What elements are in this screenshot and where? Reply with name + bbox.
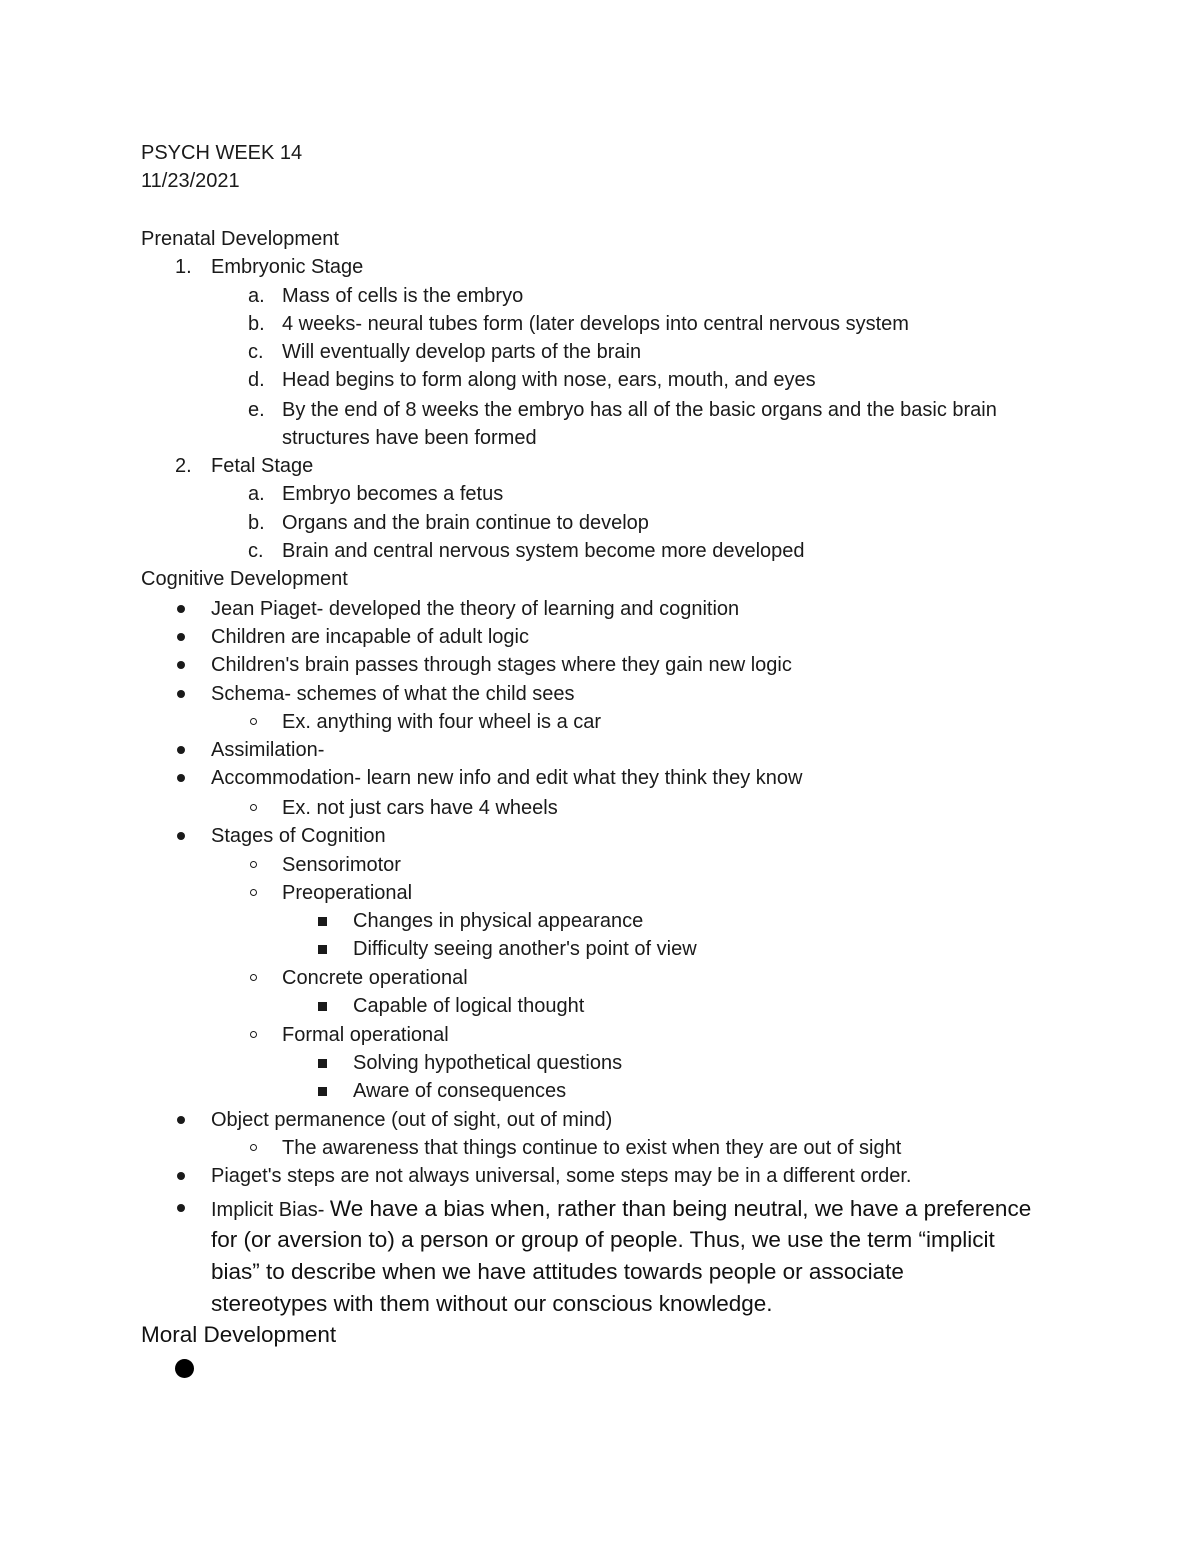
list-item: Changes in physical appearance xyxy=(353,910,644,932)
moral-heading: Moral Development xyxy=(141,1322,337,1347)
list-item: Preoperational xyxy=(282,882,413,904)
list-marker: d. xyxy=(248,369,265,391)
bullet-icon xyxy=(177,690,185,698)
list-item: By the end of 8 weeks the embryo has all of the basic organs and the basic brain xyxy=(282,399,997,421)
circle-bullet-icon xyxy=(250,889,257,896)
list-marker: a. xyxy=(248,285,265,307)
square-bullet-icon xyxy=(318,917,327,926)
square-bullet-icon xyxy=(318,1002,327,1011)
list-item: Embryo becomes a fetus xyxy=(282,483,504,505)
square-bullet-icon xyxy=(318,1059,327,1068)
list-item: Head begins to form along with nose, ears, mouth, and eyes xyxy=(282,369,816,391)
list-item: Mass of cells is the embryo xyxy=(282,285,524,307)
list-item: The awareness that things continue to exist when they are out of sight xyxy=(282,1137,902,1159)
prenatal-heading: Prenatal Development xyxy=(141,228,339,250)
implicit-bias-text: We have a bias when, rather than being neutral, we have a preference xyxy=(329,1196,1032,1221)
list-item: Organs and the brain continue to develop xyxy=(282,512,649,534)
list-item: Ex. anything with four wheel is a car xyxy=(282,711,602,733)
bullet-icon xyxy=(175,1359,194,1378)
circle-bullet-icon xyxy=(250,974,257,981)
list-marker: 1. xyxy=(175,256,192,278)
circle-bullet-icon xyxy=(250,1031,257,1038)
list-marker: b. xyxy=(248,313,265,335)
list-marker: 2. xyxy=(175,455,192,477)
list-item: Brain and central nervous system become more developed xyxy=(282,540,805,562)
list-item: 4 weeks- neural tubes form (later develops into central nervous system xyxy=(282,313,909,335)
implicit-bias-text: for (or aversion to) a person or group of people. Thus, we use the term “implicit xyxy=(211,1227,995,1252)
bullet-icon xyxy=(177,774,185,782)
implicit-bias-label: Implicit Bias- xyxy=(211,1199,325,1221)
list-marker: c. xyxy=(248,341,264,363)
list-item: Assimilation- xyxy=(211,739,325,761)
list-marker: e. xyxy=(248,399,265,421)
bullet-icon xyxy=(177,1116,185,1124)
bullet-icon xyxy=(177,832,185,840)
circle-bullet-icon xyxy=(250,804,257,811)
list-marker: b. xyxy=(248,512,265,534)
list-item: Concrete operational xyxy=(282,967,468,989)
list-item: Object permanence (out of sight, out of mind) xyxy=(211,1109,613,1131)
cognitive-heading: Cognitive Development xyxy=(141,568,348,590)
bullet-icon xyxy=(177,1172,185,1180)
list-item: Difficulty seeing another's point of view xyxy=(353,938,697,960)
bullet-icon xyxy=(177,661,185,669)
list-item: Schema- schemes of what the child sees xyxy=(211,683,575,705)
list-item: Piaget's steps are not always universal, some steps may be in a different order. xyxy=(211,1165,912,1187)
circle-bullet-icon xyxy=(250,1144,257,1151)
circle-bullet-icon xyxy=(250,718,257,725)
list-item: Formal operational xyxy=(282,1024,449,1046)
square-bullet-icon xyxy=(318,1087,327,1096)
bullet-icon xyxy=(177,633,185,641)
list-item: Fetal Stage xyxy=(211,455,314,477)
list-marker: a. xyxy=(248,483,265,505)
implicit-bias-item xyxy=(211,1193,1031,1224)
bullet-icon xyxy=(177,746,185,754)
list-item: Embryonic Stage xyxy=(211,256,364,278)
doc-title: PSYCH WEEK 14 xyxy=(141,142,303,164)
implicit-bias-text: bias” to describe when we have attitudes towards people or associate xyxy=(211,1259,904,1284)
bullet-icon xyxy=(177,1204,185,1212)
list-item: Will eventually develop parts of the brain xyxy=(282,341,642,363)
square-bullet-icon xyxy=(318,945,327,954)
circle-bullet-icon xyxy=(250,861,257,868)
list-marker: c. xyxy=(248,540,264,562)
list-item: Jean Piaget- developed the theory of learning and cognition xyxy=(211,598,740,620)
list-item-continuation: structures have been formed xyxy=(282,427,537,449)
implicit-bias-text: stereotypes with them without our conscious knowledge. xyxy=(211,1291,773,1316)
list-item: Sensorimotor xyxy=(282,854,401,876)
list-item: Stages of Cognition xyxy=(211,825,386,847)
list-item: Capable of logical thought xyxy=(353,995,585,1017)
list-item: Accommodation- learn new info and edit what they think they know xyxy=(211,767,803,789)
bullet-icon xyxy=(177,605,185,613)
list-item: Aware of consequences xyxy=(353,1080,567,1102)
list-item: Children are incapable of adult logic xyxy=(211,626,529,648)
doc-date: 11/23/2021 xyxy=(141,170,240,192)
list-item: Children's brain passes through stages where they gain new logic xyxy=(211,654,792,676)
list-item: Solving hypothetical questions xyxy=(353,1052,623,1074)
list-item: Ex. not just cars have 4 wheels xyxy=(282,797,558,819)
